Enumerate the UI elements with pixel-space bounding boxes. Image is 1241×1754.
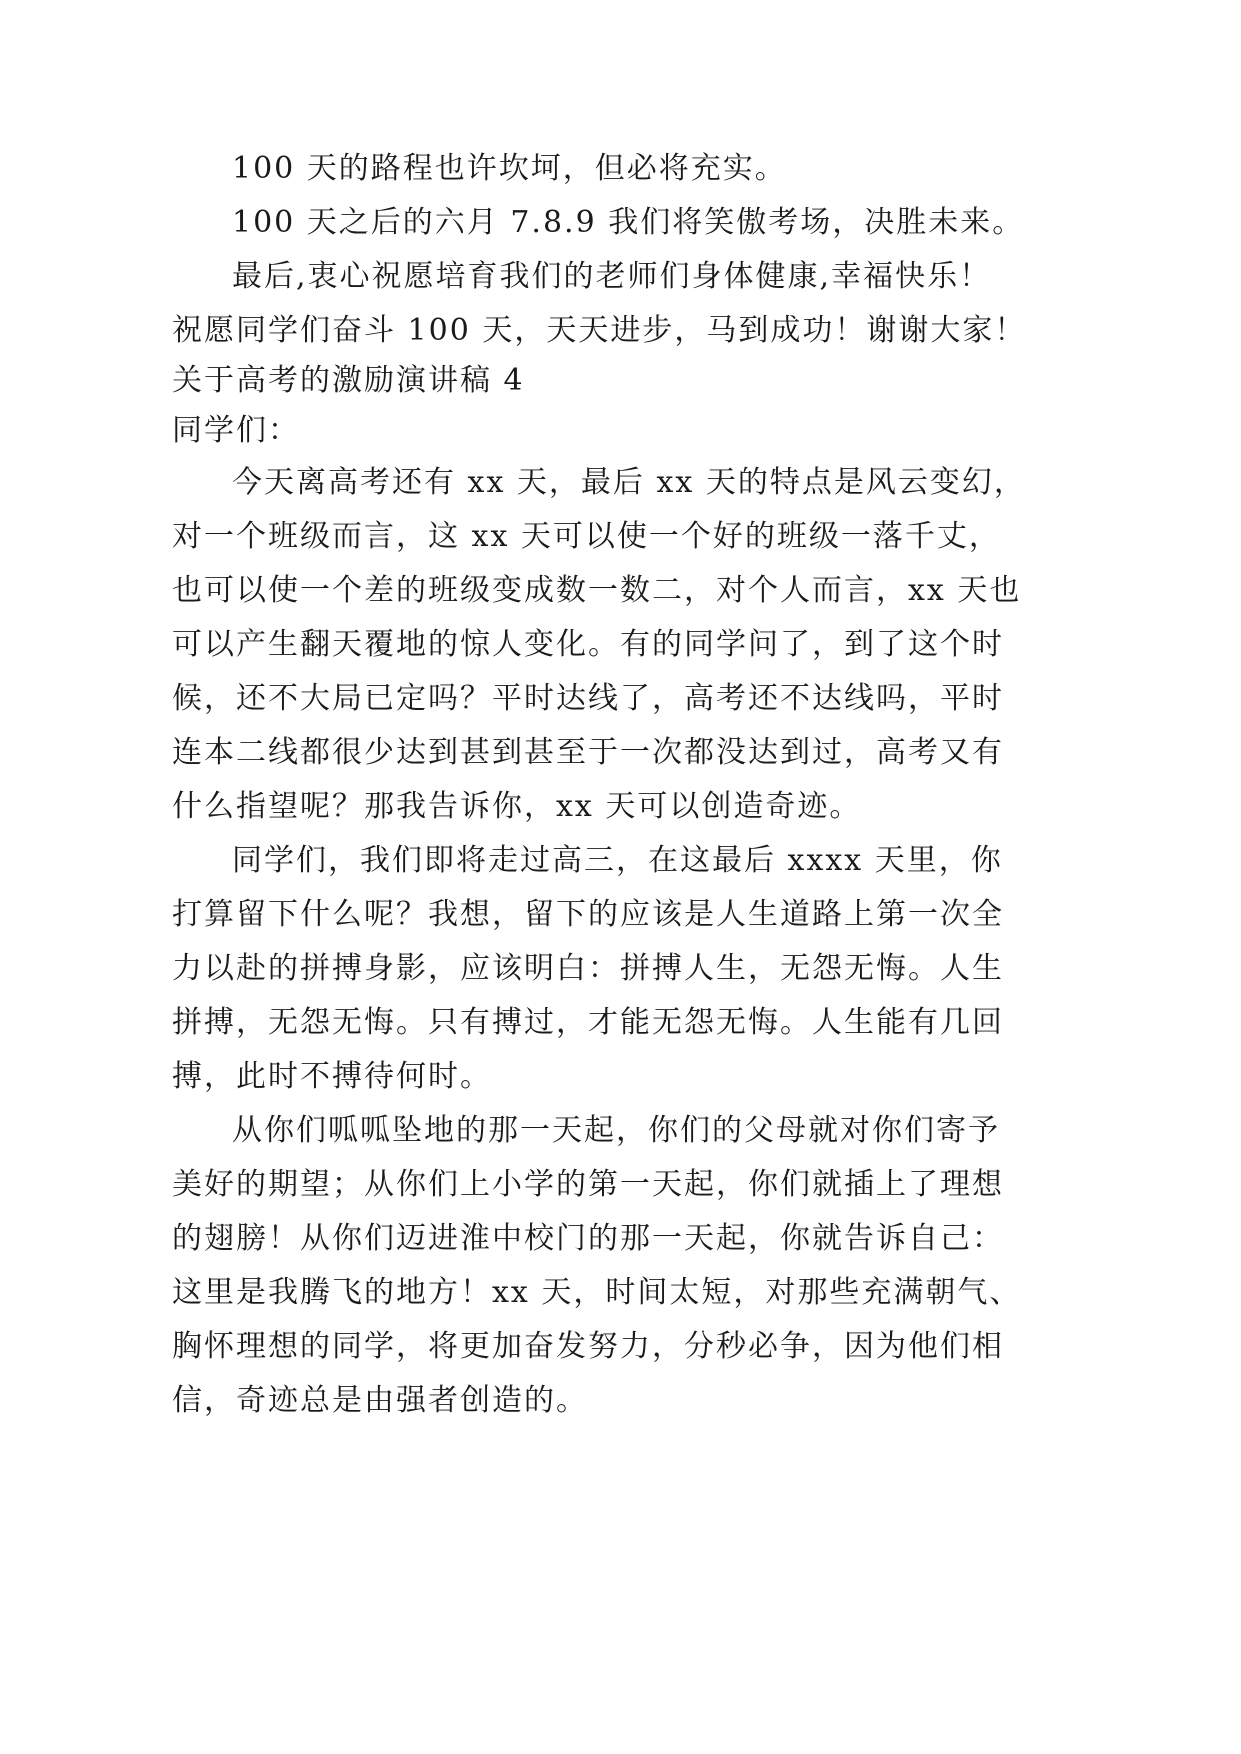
- text-line: 打算留下什么呢？我想，留下的应该是人生道路上第一次全: [172, 897, 1004, 932]
- text-line: 什么指望呢？那我告诉你，xx 天可以创造奇迹。: [172, 789, 862, 824]
- text-line: 的翅膀！从你们迈进淮中校门的那一天起，你就告诉自己：: [172, 1221, 1004, 1256]
- text-line: 力以赴的拼搏身影，应该明白：拼搏人生，无怨无悔。人生: [172, 951, 1004, 986]
- text-line: 胸怀理想的同学，将更加奋发努力，分秒必争，因为他们相: [172, 1329, 1004, 1364]
- text-line: 信，奇迹总是由强者创造的。: [172, 1383, 588, 1418]
- text-line: 今天离高考还有 xx 天，最后 xx 天的特点是风云变幻，: [232, 465, 1026, 500]
- text-line: 美好的期望；从你们上小学的第一天起，你们就插上了理想: [172, 1167, 1004, 1202]
- text-line: 同学们，我们即将走过高三，在这最后 xxxx 天里，你: [232, 843, 1003, 878]
- text-line: 搏，此时不搏待何时。: [172, 1059, 492, 1094]
- section-heading: 关于高考的激励演讲稿 4: [172, 363, 525, 398]
- salutation: 同学们：: [172, 413, 300, 448]
- text-line: 从你们呱呱坠地的那一天起，你们的父母就对你们寄予: [232, 1113, 1000, 1148]
- text-line: 100 天之后的六月 7.8.9 我们将笑傲考场，决胜未来。: [232, 205, 1025, 240]
- text-line: 最后,衷心祝愿培育我们的老师们身体健康,幸福快乐！: [232, 259, 992, 294]
- text-line: 拼搏，无怨无悔。只有搏过，才能无怨无悔。人生能有几回: [172, 1005, 1004, 1040]
- text-line: 也可以使一个差的班级变成数一数二，对个人而言，xx 天也: [172, 573, 1022, 608]
- text-line: 连本二线都很少达到甚到甚至于一次都没达到过，高考又有: [172, 735, 1004, 770]
- text-line: 100 天的路程也许坎坷，但必将充实。: [232, 151, 787, 186]
- text-line: 对一个班级而言，这 xx 天可以使一个好的班级一落千丈，: [172, 519, 1001, 554]
- text-line: 这里是我腾飞的地方！xx 天，时间太短，对那些充满朝气、: [172, 1275, 1022, 1310]
- text-line: 祝愿同学们奋斗 100 天，天天进步，马到成功！谢谢大家！: [172, 313, 1027, 348]
- text-line: 候，还不大局已定吗？平时达线了，高考还不达线吗，平时: [172, 681, 1004, 716]
- text-line: 可以产生翻天覆地的惊人变化。有的同学问了，到了这个时: [172, 627, 1004, 662]
